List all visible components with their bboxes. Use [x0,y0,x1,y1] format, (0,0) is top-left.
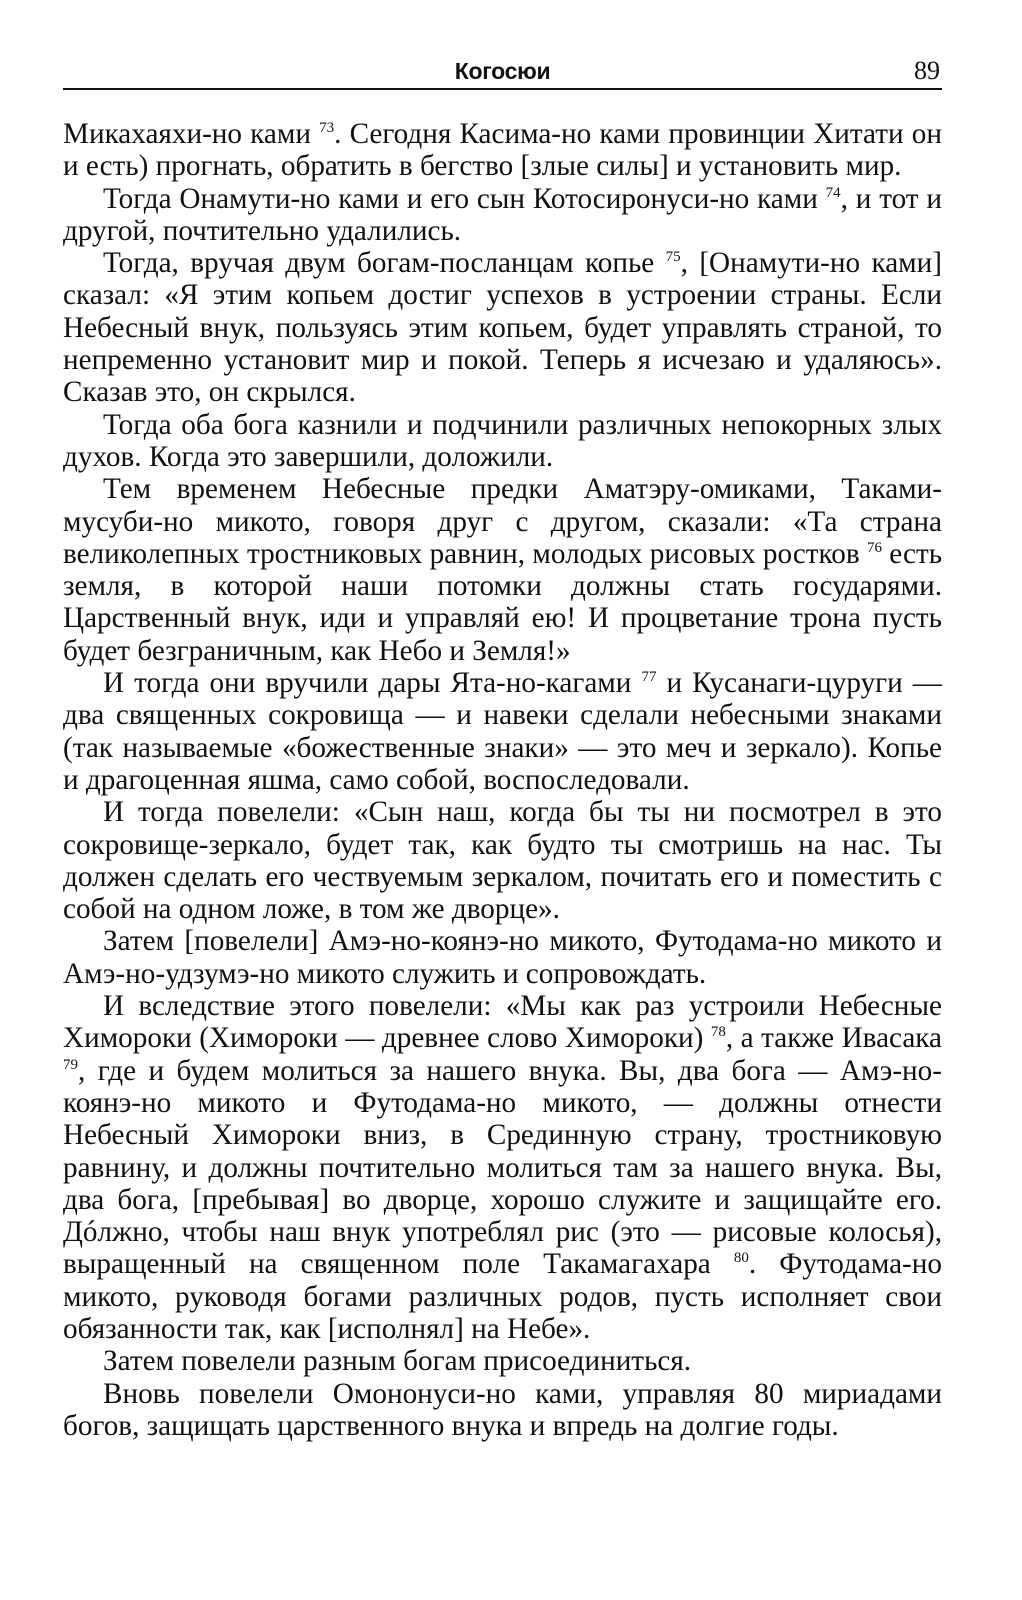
text-run: , а также Ивасака [725,1022,942,1055]
page-number: 89 [914,56,940,85]
running-title: Когосюи [454,58,551,84]
footnote-ref: 73 [319,120,335,136]
text-run: И вследствие этого повелели: «Мы как раз устроили Небесные Химороки (Химороки — древнее слово Химороки) [63,990,942,1055]
text-run: Микахаяхи-но ками [63,118,320,150]
body-text [63,118,942,1442]
book-page [63,52,942,1442]
paragraph [63,118,942,183]
footnote-ref: 80 [733,1250,749,1267]
text-run: Тогда Онамути-но ками и его сын Котосиронуси-но ками [103,182,826,215]
text-run: и Кусанаги-цуруги — два священных сокровища — и навеки сделали небесными знаками (так называемые «божественные знаки» — это меч и зеркало). Копье и драгоценная яшма, само собой, воспоследовали. [63,667,942,796]
footnote-ref: 79 [63,1056,78,1073]
text-run: , где и будем молиться за нашего внука. Вы, два бога — Амэ-но-коянэ-но микото и Футодама-но микото, — должны отнести Небесный Химороки вниз, в Срединную страну, тростниковую равнину, и должны почтительно молиться там за нашего внука. Вы, два бога, [пребывая] во дворце, хорошо служите и защищайте его. Дóлжно, чтобы наш внук употреблял рис (это — рисовые колосья), выращенный на священном поле Такамагахара [63,1054,942,1281]
footnote-ref: 74 [825,184,841,201]
paragraph [63,247,942,408]
footnote-ref: 77 [641,669,657,686]
paragraph [63,473,942,667]
paragraph: Вновь повелели Омононуси-но ками, управляя 80 мириадами богов, защищать царственного внука и впредь на долгие годы. [63,1377,942,1442]
paragraph [63,667,942,796]
text-run: , и тот и другой, почтительно удалились. [63,182,942,247]
text-run: Тем временем Небесные предки Аматэру-омиками, Таками-мусуби-но микото, говоря друг с другом, сказали: «Та страна великолепных тростниковых равнин, молодых рисовых ростков [63,473,942,570]
paragraph: Затем повелели разным богам присоединиться. [103,1345,692,1378]
footnote-ref: 76 [866,539,882,556]
paragraph: И тогда повелели: «Сын наш, когда бы ты ни посмотрел в это сокровище-зеркало, будет так, как будто ты смотришь на нас. Ты должен сделать его чествуемым зеркалом, почитать его и поместить с собой на одном ложе, в том же дворце». [63,796,942,926]
footnote-ref: 75 [665,249,681,266]
paragraph: Затем [повелели] Амэ-но-коянэ-но микото, Футодама-но микото и Амэ-но-удзумэ-но микото служить и сопровождать. [63,925,942,990]
paragraph: Тогда оба бога казнили и подчинили различных непокорных злых духов. Когда это завершили, доложили. [63,408,942,473]
paragraph [63,183,942,248]
text-run: . Футодама-но микото, руководя богами различных родов, пусть исполняет свои обязанности так, как [исполнял] на Небе». [63,1248,942,1345]
text-run: И тогда они вручили дары Ята-но-кагами [103,667,642,700]
text-run: . Сегодня Касима-но ками провинции Хитати он и есть) прогнать, обратить в бегство [злые силы] и установить мир. [63,118,942,183]
footnote-ref: 78 [710,1024,726,1041]
running-header [63,52,942,90]
paragraph [63,990,942,1345]
text-run: есть земля, в которой наши потомки должны стать государями. Царственный внук, иди и управляй ею! И процветание трона пусть будет безграничным, как Небо и Земля!» [63,537,943,667]
text-run: , [Онамути-но ками] сказал: «Я этим копьем достиг успехов в устроении страны. Если Небесный внук, пользуясь этим копьем, будет управлять страной, то непременно установит мир и покой. Теперь я исчезаю и удаляюсь». Сказав это, он скрылся. [63,247,942,409]
text-run: Тогда, вручая двум богам-посланцам копье [103,247,666,280]
